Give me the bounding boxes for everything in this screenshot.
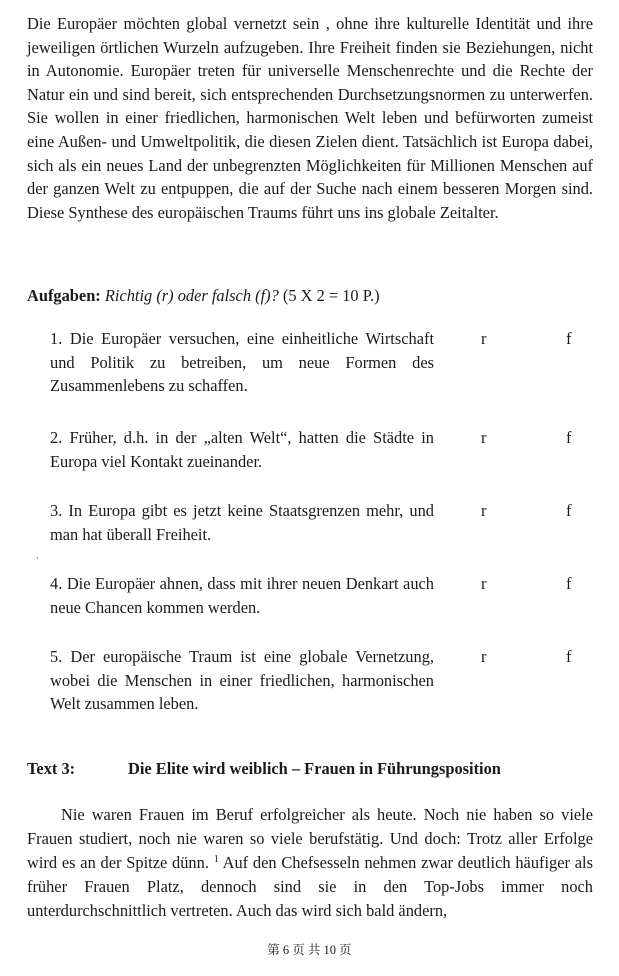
intro-paragraph: Die Europäer möchten global vernetzt sein , ohne ihre kulturelle Identität und ihre jeweiligen örtlichen Wurzeln aufzugeben. Ihre Freiheit finden sie Beziehungen, nicht in Autonomie. Europäer treten für universelle Menschenrechte und die Rechte der Natur ein und sind bereit, sich entsprechenden Durchsetzungsnormen zu unterwerfen. Sie wollen in einer friedlichen, harmonischen Welt leben und befürworten zumeist eine Außen- und Umweltpolitik, die diesen Zielen dient. Tatsächlich ist Europa dabei, sich als ein neues Land der unbegrenzten Möglichkeiten für Millionen Menschen auf der ganzen Welt zu entpuppen, die auf der Suche nach einem besseren Morgen sind. Diese Synthese des europäischen Traums führt uns ins globale Zeitalter. [27, 14, 593, 222]
question-2-option-f[interactable]: f [566, 428, 572, 447]
aufgaben-points: (5 X 2 = 10 P.) [282, 286, 380, 305]
question-3-option-f[interactable]: f [566, 501, 572, 520]
text3-heading [27, 757, 593, 781]
aufgaben-line [27, 284, 380, 308]
question-1: 1. Die Europäer versuchen, eine einheitliche Wirtschaft und Politik zu betreiben, um neue Formen des Zusammenlebens zu schaffen. [50, 329, 434, 396]
question-3: 3. In Europa gibt es jetzt keine Staatsgrenzen mehr, und man hat überall Freiheit. [50, 501, 434, 544]
question-5: 5. Der europäische Traum ist eine globale Vernetzung, wobei die Menschen in einer friedlichen, harmonischen Welt zusammen leben. [50, 647, 434, 714]
question-4: 4. Die Europäer ahnen, dass mit ihrer neuen Denkart auch neue Chancen kommen werden. [50, 574, 434, 617]
text3-body-part1: Nie waren Frauen im Beruf erfolgreicher als heute. Noch nie haben so viele Frauen studiert, noch nie waren so viele berufstätig. Und doch: Trotz aller Erfolge wird es an der Spitze dünn. [27, 805, 593, 872]
question-5-option-f[interactable]: f [566, 647, 572, 666]
text3-label: Text 3: [27, 759, 76, 778]
text3-body-part2: Auf den Chefsesseln nehmen zwar deutlich häufiger als früher Frauen Platz, dennoch sind sie in den Top-Jobs immer noch unterdurchschnittlich vertreten. Auch das wird sich bald ändern, [27, 853, 593, 920]
question-2-option-r[interactable]: r [481, 428, 487, 447]
question-4-option-f[interactable]: f [566, 574, 572, 593]
text3-body [27, 803, 593, 923]
aufgaben-instruction: Richtig (r) oder falsch (f)? [104, 286, 279, 305]
question-1-option-r[interactable]: r [481, 329, 487, 348]
footnote-marker: 1 [213, 854, 219, 865]
question-3-option-r[interactable]: r [481, 501, 487, 520]
question-2: 2. Früher, d.h. in der „alten Welt“, hatten die Städte in Europa viel Kontakt zueinander. [50, 428, 434, 471]
stray-mark: , [36, 549, 39, 561]
question-5-option-r[interactable]: r [481, 647, 487, 666]
page-footer: 第 6 页 共 10 页 [267, 943, 352, 957]
text3-title: Die Elite wird weiblich – Frauen in Führungsposition [128, 759, 501, 778]
aufgaben-label: Aufgaben: [27, 286, 101, 305]
question-1-option-f[interactable]: f [566, 329, 572, 348]
question-4-option-r[interactable]: r [481, 574, 487, 593]
